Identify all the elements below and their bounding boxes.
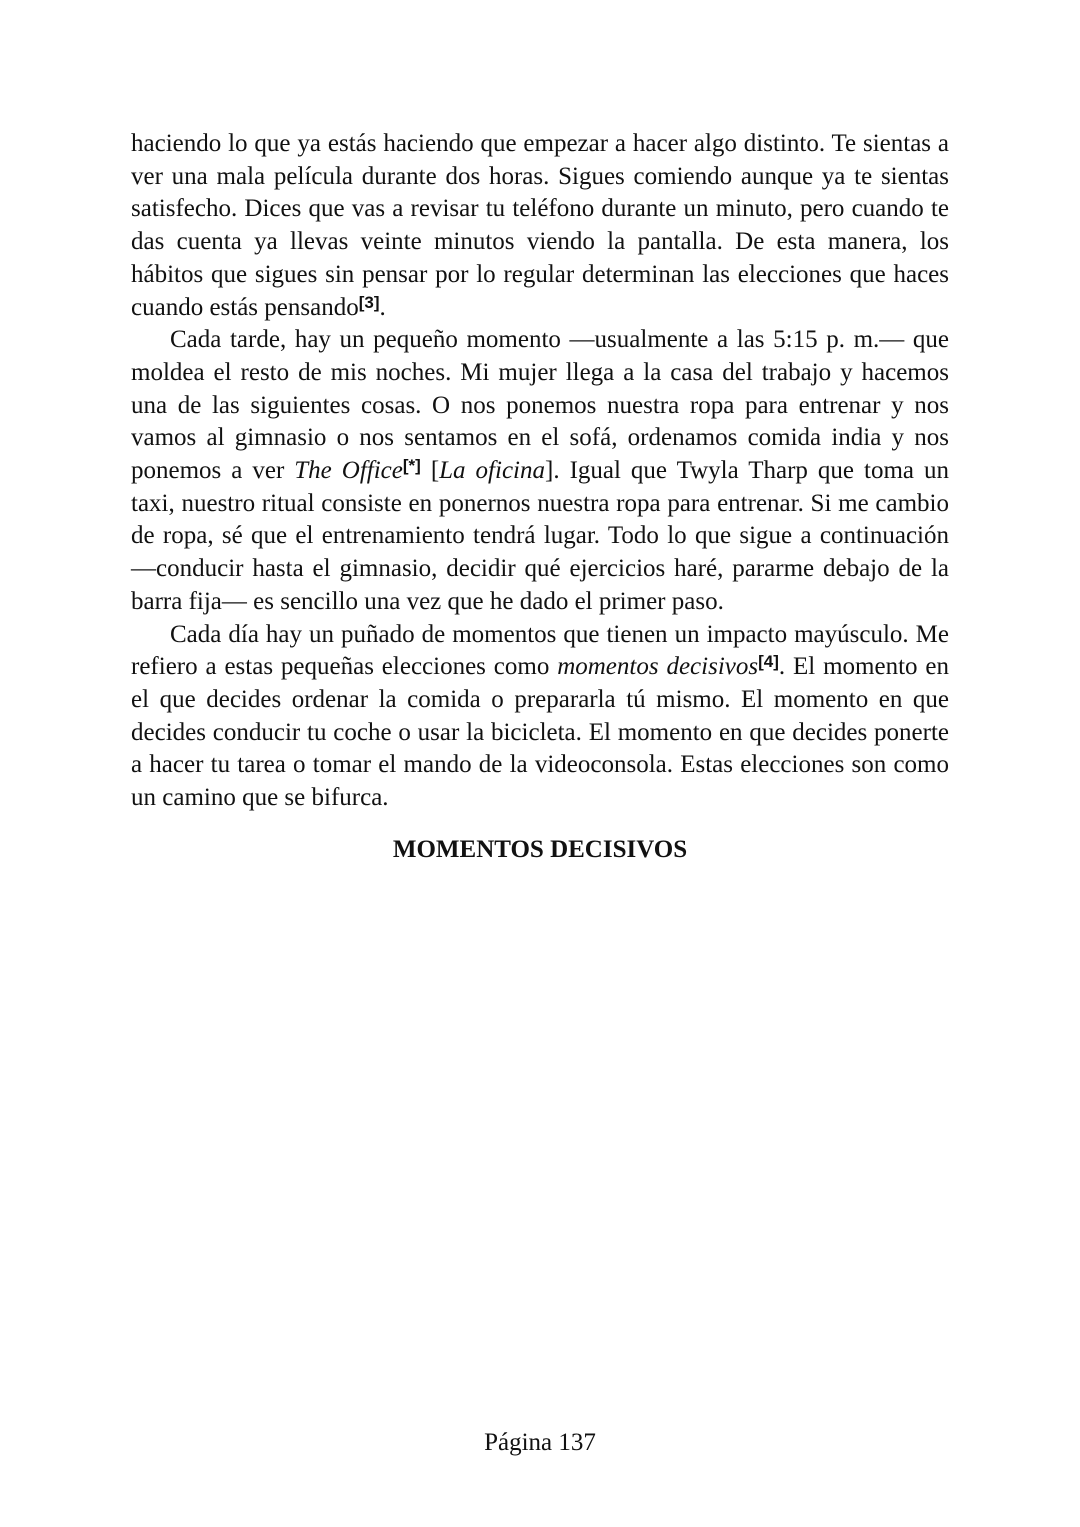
section-heading: MOMENTOS DECISIVOS (392, 835, 688, 863)
show-title-es: La oficina (439, 457, 545, 485)
show-title-en: The Office (294, 457, 403, 485)
page-number: Página 137 (484, 1429, 596, 1456)
paragraph-1-text: haciendo lo que ya estás haciendo que empezar a hacer algo distinto. Te sientas a ver una mala película durante dos horas. Sigues comiendo aunque ya te sientas satisfecho. Dices que vas a revisar tu teléfono durante un minuto, pero cuando te das cuenta ya llevas veinte minutos viendo la pantalla. De esta manera, los hábitos que sigues sin pensar por lo regular determinan las elecciones que haces cuando estás pensando (131, 130, 949, 321)
paragraph-3-text: Cada día hay un puñado de momentos que tienen un impacto mayúsculo. Me refiero a estas pequeñas elecciones como (131, 620, 949, 681)
paragraph-2-text: Cada tarde, hay un pequeño momento —usualmente a las 5:15 p. m.— que moldea el resto de mis noches. Mi mujer llega a la casa del trabajo y hacemos una de las siguientes cosas. O nos ponemos nuestra ropa para entrenar y nos vamos al gimnasio o nos sentamos en el sofá, ordenamos comida india y nos ponemos a ver (131, 326, 949, 485)
paragraph-1-end: . (379, 293, 386, 321)
paragraph-1 (131, 128, 949, 324)
paragraph-2-rest: ]. Igual que Twyla Tharp que toma un taxi, nuestro ritual consiste en ponernos nuestra ropa para entrenar. Si me cambio de ropa, sé que el entrenamiento tendrá lugar. Todo lo que sigue a continuación —conducir hasta el gimnasio, decidir qué ejercicios haré, pararme debajo de la barra fija— es sencillo una vez que he dado el primer paso. (131, 457, 949, 615)
paragraph-3-rest: . El momento en el que decides ordenar la comida o prepararla tú mismo. El momento en que decides conducir tu coche o usar la bicicleta. El momento en que decides ponerte a hacer tu tarea o tomar el mando de la videoconsola. Estas elecciones son como un camino que se bifurca. (131, 653, 949, 812)
paragraph-3 (131, 619, 949, 815)
bracket-open: [ (420, 457, 440, 485)
footnote-ref-star[interactable]: [*] (402, 456, 421, 476)
paragraph-2 (131, 324, 949, 618)
term-momentos-decisivos: momentos decisivos (557, 653, 759, 681)
page-body (131, 128, 949, 866)
footnote-ref-4[interactable]: [4] (758, 652, 779, 672)
footnote-ref-3[interactable]: [3] (358, 292, 380, 312)
